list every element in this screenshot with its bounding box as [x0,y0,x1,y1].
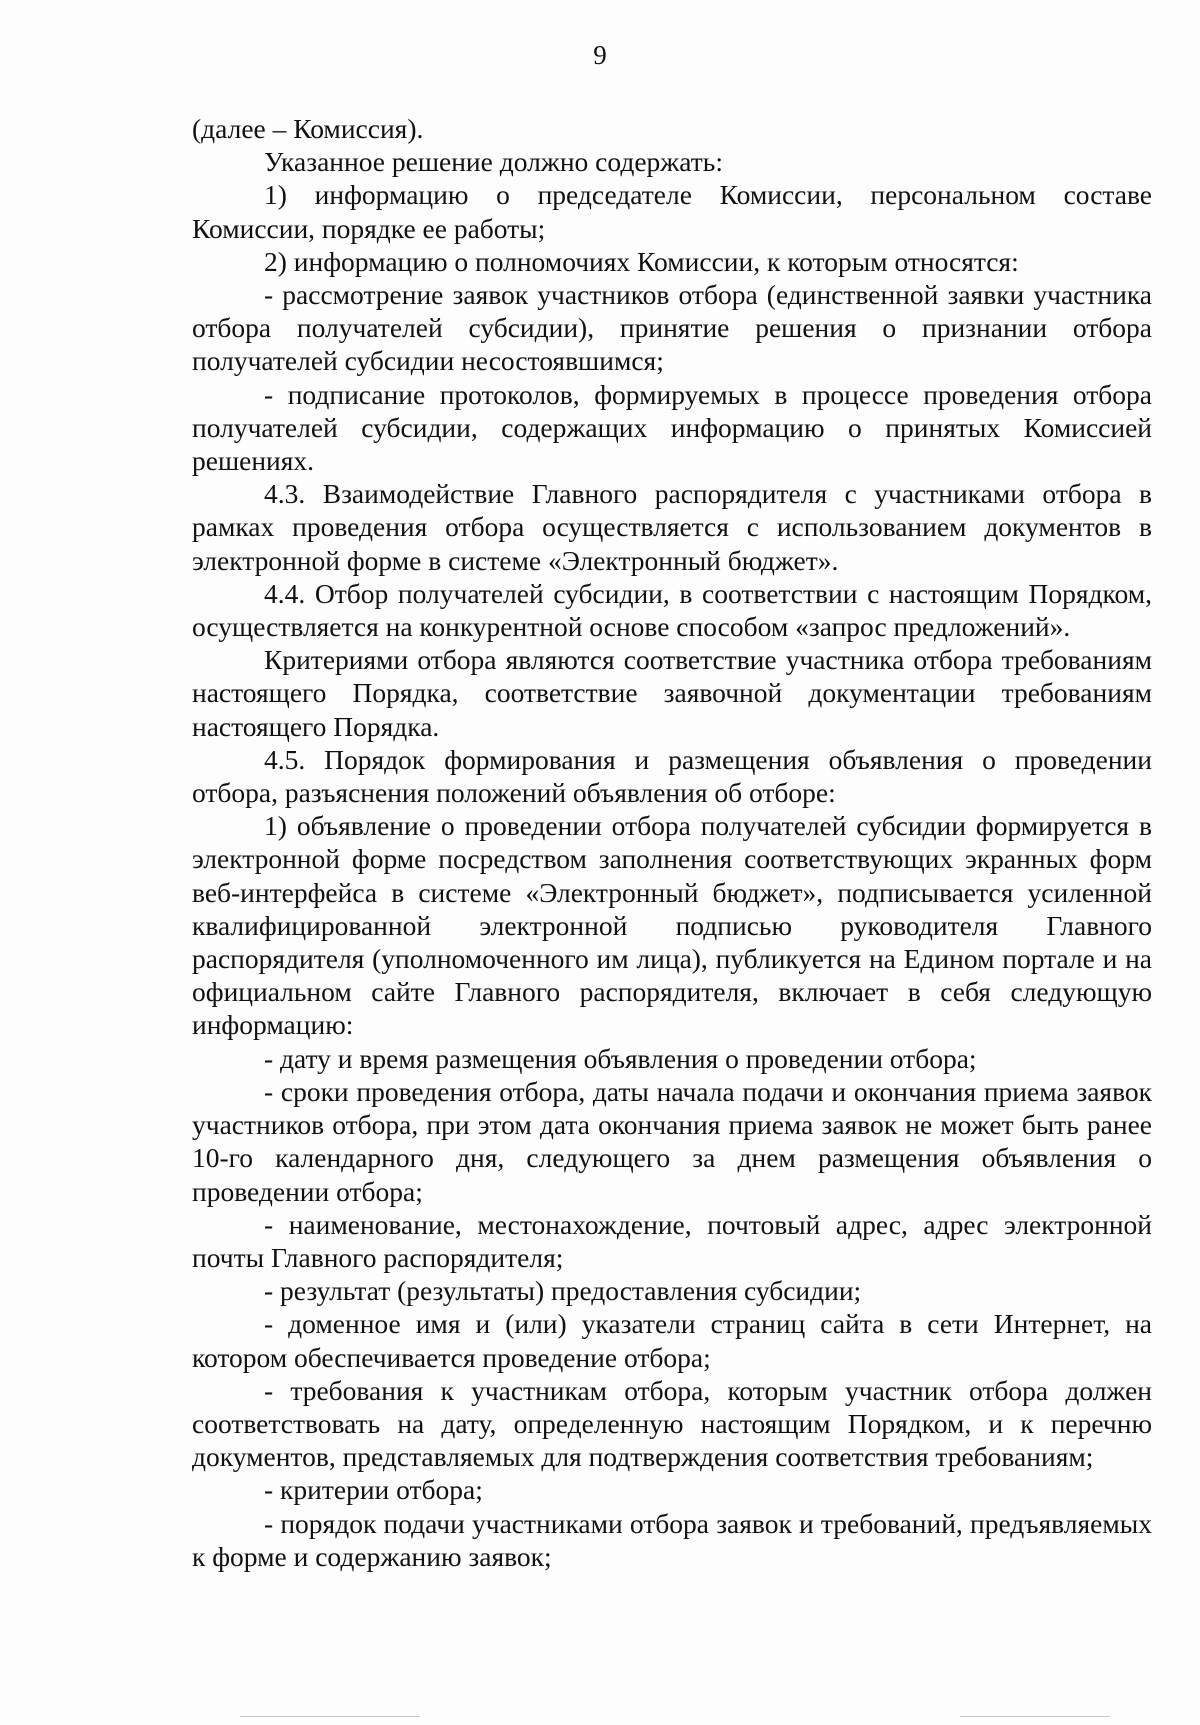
paragraph: - наименование, местонахождение, почтовый адрес, адрес электронной почты Главного распорядителя; [192,1208,1152,1273]
paragraph: - дату и время размещения объявления о проведении отбора; [264,1042,977,1074]
scan-artifact [960,1716,1110,1717]
paragraph: - сроки проведения отбора, даты начала подачи и окончания приема заявок участников отбора, при этом дата окончания приема заявок не может быть ранее 10-го календарного дня, следующего за днем размещения объявления о проведении отбора; [192,1075,1152,1207]
paragraph: - рассмотрение заявок участников отбора (единственной заявки участника отбора получателей субсидии), принятие решения о признании отбора получателей субсидии несостоявшимся; [192,279,1152,377]
paragraph: - подписание протоколов, формируемых в процессе проведения отбора получателей субсидии, содержащих информацию о принятых Комиссией решениях. [192,378,1152,477]
paragraph: - требования к участникам отбора, которым участник отбора должен соответствовать на дату, определенную настоящим Порядком, и к перечню документов, представляемых для подтверждения соответствия требованиям; [192,1374,1152,1473]
paragraph: - порядок подачи участниками отбора заявок и требований, предъявляемых к форме и содержанию заявок; [192,1507,1152,1572]
paragraph: 2) информацию о полномочиях Комиссии, к которым относятся: [264,245,1019,277]
paragraph: 4.4. Отбор получателей субсидии, в соответствии с настоящим Порядком, осуществляется на конкурентной основе способом «запрос предложений». [192,577,1152,643]
paragraph: - критерии отбора; [264,1474,483,1506]
paragraph: 1) информацию о председателе Комиссии, персональном составе Комиссии, порядке ее работы; [192,179,1152,244]
paragraph: - доменное имя и (или) указатели страниц сайта в сети Интернет, на котором обеспечивается проведение отбора; [192,1308,1152,1373]
paragraph: - результат (результаты) предоставления субсидии; [264,1275,862,1307]
paragraph: Критериями отбора являются соответствие участника отбора требованиям настоящего Порядка, соответствие заявочной документации требованиям настоящего Порядка. [192,644,1152,742]
document-body [192,112,1152,1573]
page-number: 9 [593,40,607,70]
scan-artifact [240,1716,420,1717]
paragraph: Указанное решение должно содержать: [264,146,723,178]
paragraph: 1) объявление о проведении отбора получателей субсидии формируется в электронной форме посредством заполнения соответствующих экранных форм веб-интерфейса в системе «Электронный бюджет», подписывается усиленной квалифицированной электронной подписью руководителя Главного распорядителя (уполномоченного им лица), публикуется на Едином портале и на официальном сайте Главного распорядителя, включает в себя следующую информацию: [192,810,1152,1041]
paragraph: 4.5. Порядок формирования и размещения объявления о проведении отбора, разъяснения положений объявления об отборе: [192,743,1152,809]
paragraph: (далее – Комиссия). [192,113,424,144]
paragraph: 4.3. Взаимодействие Главного распорядителя с участниками отбора в рамках проведения отбора осуществляется с использованием документов в электронной форме в системе «Электронный бюджет». [192,478,1152,576]
